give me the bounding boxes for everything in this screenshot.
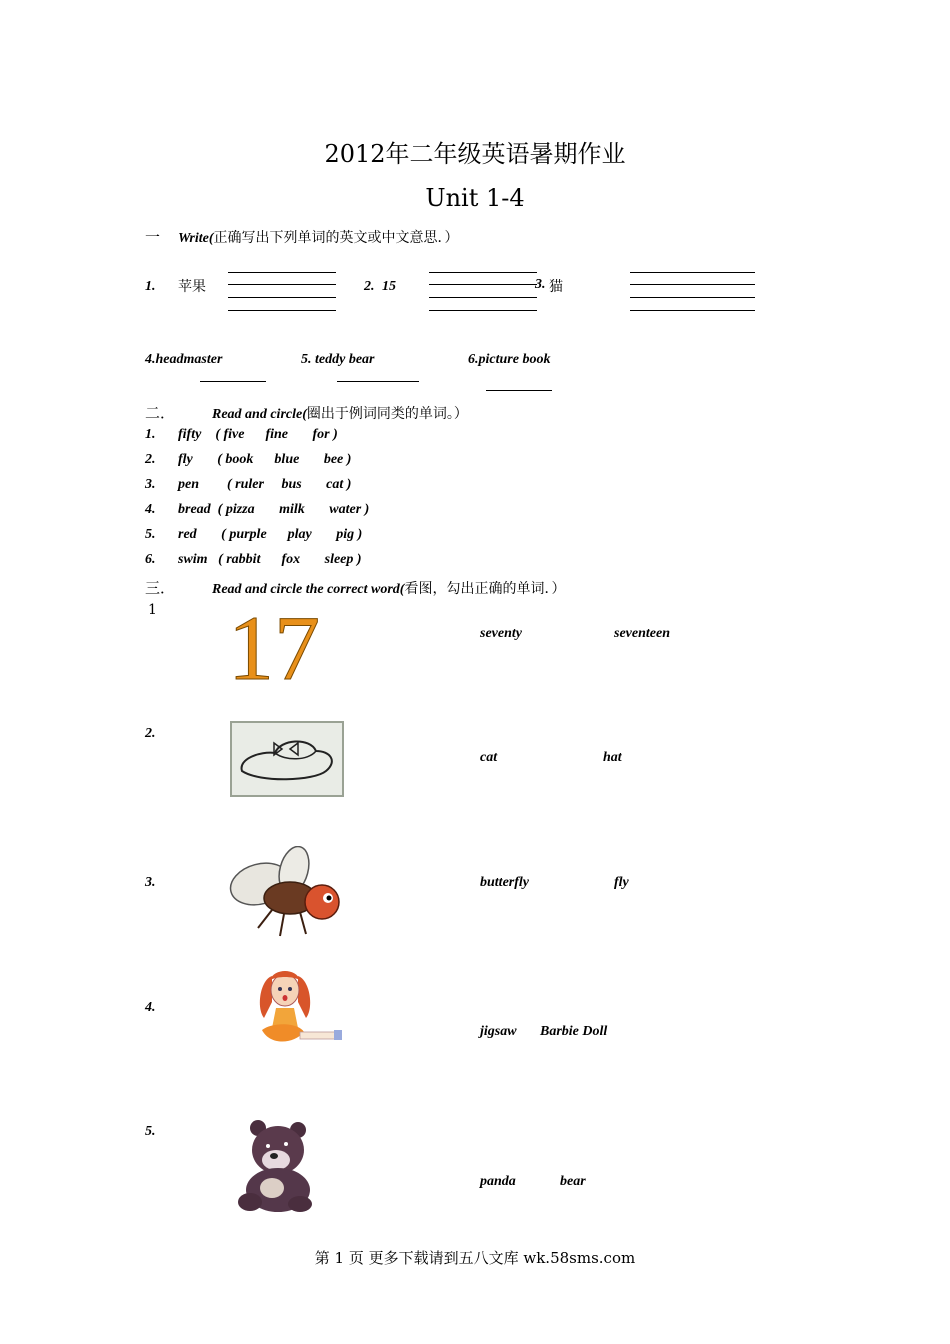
write-line bbox=[429, 310, 537, 311]
s3-opt1-3[interactable]: butterfly bbox=[480, 875, 529, 890]
section1-heading-cn: 正确写出下列单词的英文或中文意思．） bbox=[213, 230, 459, 246]
list-item bbox=[145, 552, 362, 568]
item-text: swim ( rabbit fox sleep ) bbox=[178, 552, 362, 567]
s3-opt1-2[interactable]: cat bbox=[480, 750, 498, 765]
page-title: 2012年二年级英语暑期作业 bbox=[324, 140, 626, 168]
answer-line bbox=[337, 381, 419, 382]
list-item bbox=[145, 427, 338, 443]
list-item bbox=[145, 527, 362, 543]
item-number: 1. bbox=[145, 427, 156, 442]
section1-heading bbox=[178, 227, 459, 247]
s3-num-1: 1 bbox=[148, 602, 157, 618]
s3-opt1-1[interactable]: seventy bbox=[480, 626, 522, 641]
item-text: fifty ( five fine for ) bbox=[178, 427, 338, 442]
write-line bbox=[429, 272, 537, 273]
s3-opt2-2[interactable]: hat bbox=[603, 750, 622, 765]
barbie-doll-picture bbox=[242, 968, 346, 1058]
seventeen-picture: 17 bbox=[228, 597, 320, 699]
page-footer: 第 1 页 更多下载请到五八文库 wk.58sms.com bbox=[314, 1249, 636, 1267]
item-number: 3. bbox=[145, 477, 156, 492]
s3-opt2-4[interactable]: Barbie Doll bbox=[540, 1024, 608, 1039]
write-line bbox=[429, 284, 537, 285]
write-line bbox=[630, 284, 755, 285]
section2-heading-en: Read and circle( bbox=[212, 407, 307, 422]
write-line bbox=[429, 297, 537, 298]
answer-line bbox=[486, 390, 552, 391]
s1-word-2: 15 bbox=[382, 279, 396, 294]
s1-num-2: 2. bbox=[364, 279, 375, 294]
list-item bbox=[145, 477, 351, 493]
s3-num-2: 2. bbox=[145, 726, 156, 741]
s1-num-3: 3. bbox=[535, 277, 546, 292]
item-text: red ( purple play pig ) bbox=[178, 527, 363, 542]
answer-line bbox=[200, 381, 266, 382]
s1-word-1: 苹果 bbox=[178, 279, 206, 295]
s3-num-4: 4. bbox=[145, 1000, 156, 1015]
section2-heading bbox=[212, 403, 468, 423]
s3-opt2-5[interactable]: bear bbox=[560, 1174, 586, 1189]
write-line bbox=[228, 297, 336, 298]
item-number: 5. bbox=[145, 527, 156, 542]
s3-num-5: 5. bbox=[145, 1124, 156, 1139]
item-text: pen ( ruler bus cat ) bbox=[178, 477, 352, 492]
item-number: 2. bbox=[145, 452, 156, 467]
write-line bbox=[630, 297, 755, 298]
item-number: 6. bbox=[145, 552, 156, 567]
hat-picture bbox=[230, 721, 344, 797]
write-line bbox=[228, 310, 336, 311]
write-line bbox=[630, 272, 755, 273]
write-line bbox=[630, 310, 755, 311]
item-text: fly ( book blue bee ) bbox=[178, 452, 352, 467]
s1-word-5: 5. teddy bear bbox=[301, 352, 375, 367]
s1-word-4: 4.headmaster bbox=[145, 352, 223, 367]
section1-heading-en: Write( bbox=[178, 231, 214, 246]
list-item bbox=[145, 502, 369, 518]
s3-num-3: 3. bbox=[145, 875, 156, 890]
bear-picture bbox=[234, 1118, 318, 1214]
s3-opt1-4[interactable]: jigsaw bbox=[480, 1024, 517, 1039]
section3-heading bbox=[212, 578, 565, 598]
section2-heading-cn: 圈出于例词同类的单词。） bbox=[306, 406, 468, 422]
write-line bbox=[228, 272, 336, 273]
s3-opt2-1[interactable]: seventeen bbox=[614, 626, 670, 641]
page-subtitle: Unit 1-4 bbox=[425, 184, 525, 212]
item-number: 4. bbox=[145, 502, 156, 517]
s1-word-3: 猫 bbox=[549, 279, 563, 295]
list-item bbox=[145, 452, 351, 468]
s1-num-1: 1. bbox=[145, 279, 156, 294]
item-text: bread ( pizza milk water ) bbox=[178, 502, 370, 517]
s1-word-6: 6.picture book bbox=[468, 352, 551, 367]
fly-picture bbox=[228, 846, 348, 940]
write-line bbox=[228, 284, 336, 285]
section1-number: 一 bbox=[145, 228, 161, 246]
section3-heading-en: Read and circle the correct word( bbox=[212, 582, 405, 597]
s3-opt2-3[interactable]: fly bbox=[614, 875, 629, 890]
section3-number: 三． bbox=[145, 579, 176, 597]
section3-heading-cn: 看图，勾出正确的单词．） bbox=[404, 581, 566, 597]
s3-opt1-5[interactable]: panda bbox=[480, 1174, 516, 1189]
section2-number: 二． bbox=[145, 404, 176, 422]
